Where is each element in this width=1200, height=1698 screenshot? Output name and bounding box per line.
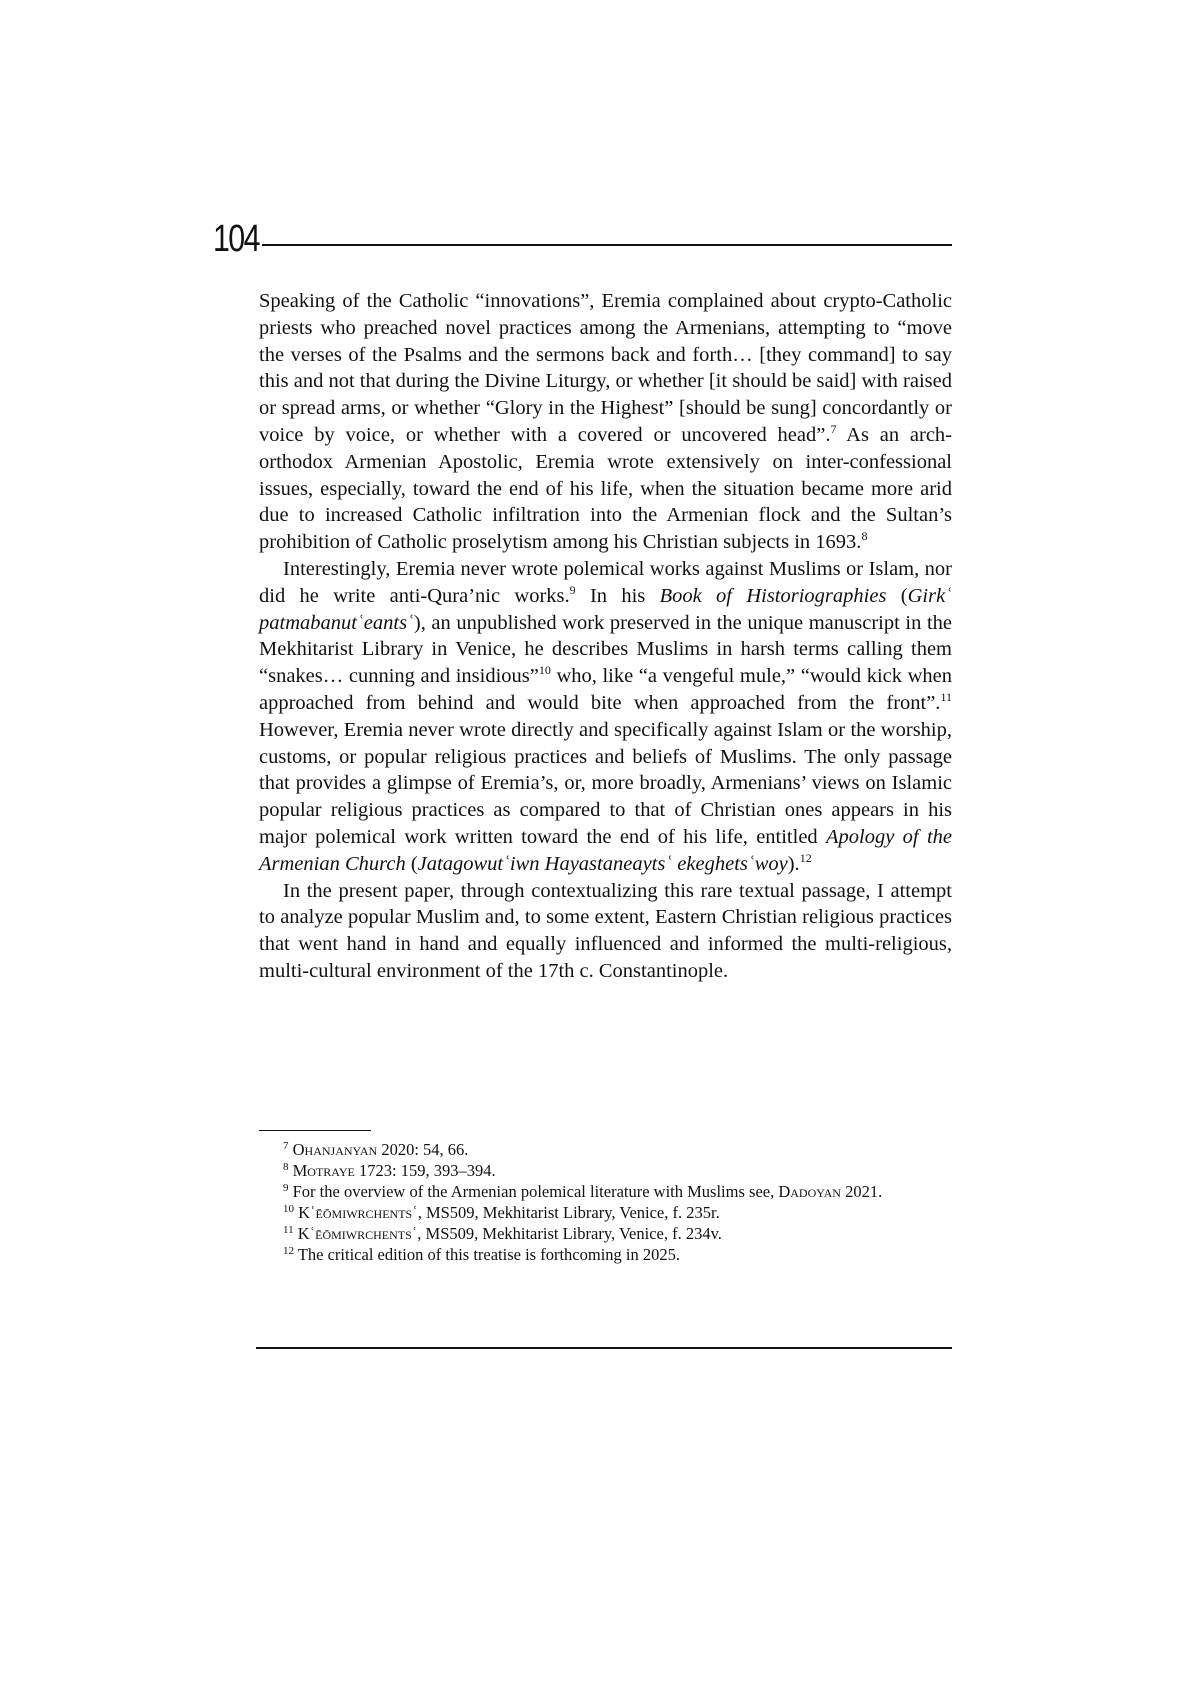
footnotes bbox=[259, 1139, 952, 1265]
book-title-apology: Apology of the Armenian Church bbox=[259, 825, 952, 875]
book-title-historiographies: Book of Historiographies bbox=[659, 584, 887, 607]
footnote-ref-12[interactable]: 12 bbox=[799, 850, 812, 865]
paragraph-1-text-b: As an arch-orthodox Armenian Apostolic, Eremia wrote extensively on inter-confessional issues, especially, toward the end of his life, when the situation became more arid due to increased Catholic infiltration into the Armenian flock and the Sultan’s prohibition of Catholic proselytism among his Christian subjects in 1693. bbox=[259, 423, 952, 554]
book-title-jatagowutiwn: Jatagowutʿiwn Hayastaneaytsʿ ekeghetsʿwoy bbox=[417, 852, 788, 875]
footnote-author: Kʿēōmiwrchentsʿ bbox=[297, 1224, 418, 1243]
footnote-ref-10[interactable]: 10 bbox=[538, 663, 551, 678]
footnote-ref-9[interactable]: 9 bbox=[569, 582, 576, 597]
paragraph-2-text-d: ), an unpublished work preserved in the unique manuscript in the Mekhitarist Library in Venice, he describes Muslims in harsh terms calling them “snakes… cunning and insidious” bbox=[259, 611, 952, 688]
footer-rule bbox=[256, 1347, 952, 1349]
paragraph-1-text-a: Speaking of the Catholic “innovations”, Eremia complained about crypto-Catholic priests who preached novel practices among the Armenians, attempting to “move the verses of the Psalms and the sermons back and forth… [they command] to say this and not that during the Divine Liturgy, or whether [it should be said] with raised or spread arms, or whether “Glory in the Highest” [should be sung] concordantly or voice by voice, or whether with a covered or uncovered head”. bbox=[259, 290, 952, 446]
footnote-text: 2020: 54, 66. bbox=[377, 1140, 469, 1159]
footnote-text: For the overview of the Armenian polemical literature with Muslims see, bbox=[292, 1182, 779, 1201]
footnote-text: , MS509, Mekhitarist Library, Venice, f. 235r. bbox=[417, 1203, 720, 1222]
footnote-author: Ohanjanyan bbox=[292, 1140, 378, 1159]
footnote-number: 8 bbox=[283, 1161, 289, 1173]
footnote-number: 12 bbox=[283, 1245, 294, 1257]
page-number: 104 bbox=[213, 218, 259, 260]
footnote-ref-11[interactable]: 11 bbox=[940, 689, 952, 704]
footnote-number: 11 bbox=[283, 1224, 294, 1236]
paragraph-2-text-c: ( bbox=[886, 584, 908, 607]
footnote-author: Dadoyan bbox=[778, 1182, 841, 1201]
book-title-armenian: Girkʿ patmabanutʿeantsʿ bbox=[259, 584, 952, 634]
paragraph-2-text-e: who, like “a vengeful mule,” “would kick when approached from behind and would bite when approached from the front”. bbox=[259, 665, 952, 714]
paragraph-2-text-g: ( bbox=[405, 852, 418, 875]
footnote-ref-8[interactable]: 8 bbox=[861, 529, 868, 544]
paragraph-3 bbox=[259, 878, 952, 985]
footnote-11 bbox=[259, 1223, 952, 1244]
footnote-number: 9 bbox=[283, 1182, 289, 1194]
paragraph-2 bbox=[259, 556, 952, 878]
paragraph-1 bbox=[259, 288, 952, 556]
footnote-author: Motraye bbox=[292, 1161, 355, 1180]
footnote-text: 2021. bbox=[840, 1182, 883, 1201]
paragraph-2-text-a: Interestingly, Eremia never wrote polemical works against Muslims or Islam, nor did he write anti-Qura’nic works. bbox=[259, 557, 952, 607]
footnote-8 bbox=[259, 1160, 952, 1181]
footnote-text: The critical edition of this treatise is forthcoming in 2025. bbox=[297, 1245, 680, 1264]
footnote-10 bbox=[259, 1202, 952, 1223]
footnote-7 bbox=[259, 1139, 952, 1160]
paragraph-2-text-b: In his bbox=[575, 584, 660, 607]
footnote-9 bbox=[259, 1181, 952, 1202]
footnote-text: , MS509, Mekhitarist Library, Venice, f. 234v. bbox=[417, 1224, 722, 1243]
footnote-number: 7 bbox=[283, 1140, 289, 1152]
footnote-author: Kʿēōmiwrchentsʿ bbox=[298, 1203, 418, 1222]
footnote-ref-7[interactable]: 7 bbox=[830, 421, 837, 436]
footnote-separator bbox=[259, 1130, 371, 1131]
paragraph-2-text-f: However, Eremia never wrote directly and specifically against Islam or the worship, customs, or popular religious practices and beliefs of Muslims. The only passage that provides a glimpse of Eremia’s, or, more broadly, Armenians’ views on Islamic popular religious practices as compared to that of Christian ones appears in his major polemical work written toward the end of his life, entitled bbox=[259, 718, 952, 848]
footnote-12 bbox=[259, 1244, 952, 1265]
footnote-number: 10 bbox=[283, 1203, 294, 1215]
paragraph-2-text-h: ). bbox=[787, 852, 800, 875]
footnote-text: 1723: 159, 393–394. bbox=[354, 1161, 496, 1180]
main-text bbox=[259, 288, 952, 985]
header-rule bbox=[262, 244, 952, 246]
paragraph-3-text-a: In the present paper, through contextualizing this rare textual passage, I attempt to analyze popular Muslim and, to some extent, Eastern Christian religious practices that went hand in hand and equally influenced and informed the multi-religious, multi-cultural environment of the 17th c. Constantinople. bbox=[259, 879, 952, 982]
